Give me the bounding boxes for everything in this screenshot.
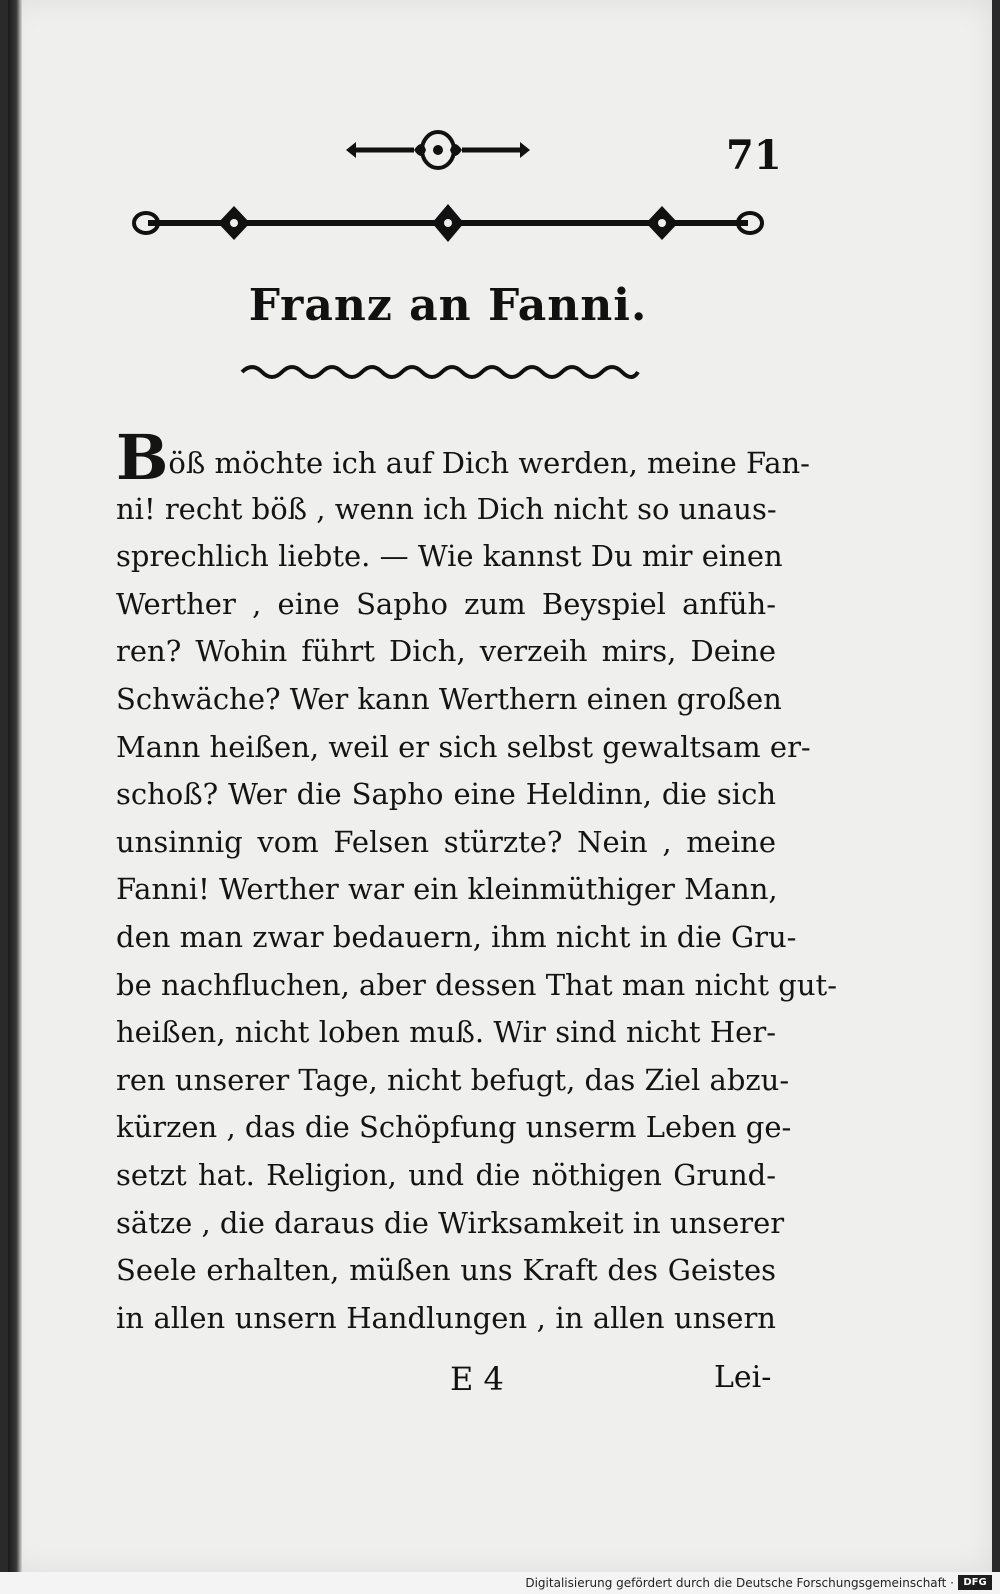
text-line: schoß? Wer die Sapho eine Heldinn, die sich: [116, 777, 776, 812]
text-line: setzt hat. Religion, und die nöthigen Grund-: [116, 1157, 776, 1192]
dfg-logo-icon: DFG: [958, 1575, 992, 1590]
text-line: unsinnig vom Felsen stürzte? Nein , meine: [116, 824, 776, 859]
drop-cap: B: [116, 421, 169, 494]
page-heading: Franz an Fanni.: [248, 280, 648, 331]
digitization-credit: Digitalisierung gefördert durch die Deutsche Forschungsgemeinschaft ·: [525, 1576, 954, 1590]
text-line: ni! recht böß , wenn ich Dich nicht so unaus-: [116, 491, 777, 526]
top-ornament-icon: [344, 128, 532, 172]
signature-mark: E 4: [450, 1360, 504, 1398]
text-line: den man zwar bedauern, ihm nicht in die Gru-: [116, 919, 797, 954]
text-line: sätze , die daraus die Wirksamkeit in unserer: [116, 1205, 785, 1240]
text-line: Seele erhalten, müßen uns Kraft des Geistes: [116, 1253, 776, 1288]
text-line: heißen, nicht loben muß. Wir sind nicht Her-: [116, 1015, 776, 1050]
catchword: Lei-: [714, 1360, 772, 1395]
wavy-divider-icon: [240, 360, 640, 384]
text-line: be nachfluchen, aber dessen That man nicht gut-: [116, 967, 837, 1002]
book-page: [8, 0, 992, 1572]
letter-body: [116, 421, 837, 1342]
book-binding-edge: [8, 0, 22, 1572]
decorative-rule-icon: [128, 198, 768, 248]
text-line: ren? Wohin führt Dich, verzeih mirs, Deine: [116, 634, 776, 669]
text-line: Werther , eine Sapho zum Beyspiel anfüh-: [116, 586, 776, 621]
page-number: 71: [726, 132, 782, 179]
text-line: sprechlich liebte. — Wie kannst Du mir einen: [116, 539, 783, 574]
text-line: Böß möchte ich auf Dich werden, meine Fan-: [116, 421, 810, 494]
text-line: Schwäche? Wer kann Werthern einen großen: [116, 681, 782, 716]
text-line: Fanni! Werther war ein kleinmüthiger Mann,: [116, 872, 778, 907]
text-line: in allen unsern Handlungen , in allen unsern: [116, 1300, 776, 1335]
text-line: ren unserer Tage, nicht befugt, das Ziel abzu-: [116, 1062, 790, 1097]
text-line: Mann heißen, weil er sich selbst gewaltsam er-: [116, 729, 811, 764]
text-line: kürzen , das die Schöpfung unserm Leben ge-: [116, 1110, 792, 1145]
